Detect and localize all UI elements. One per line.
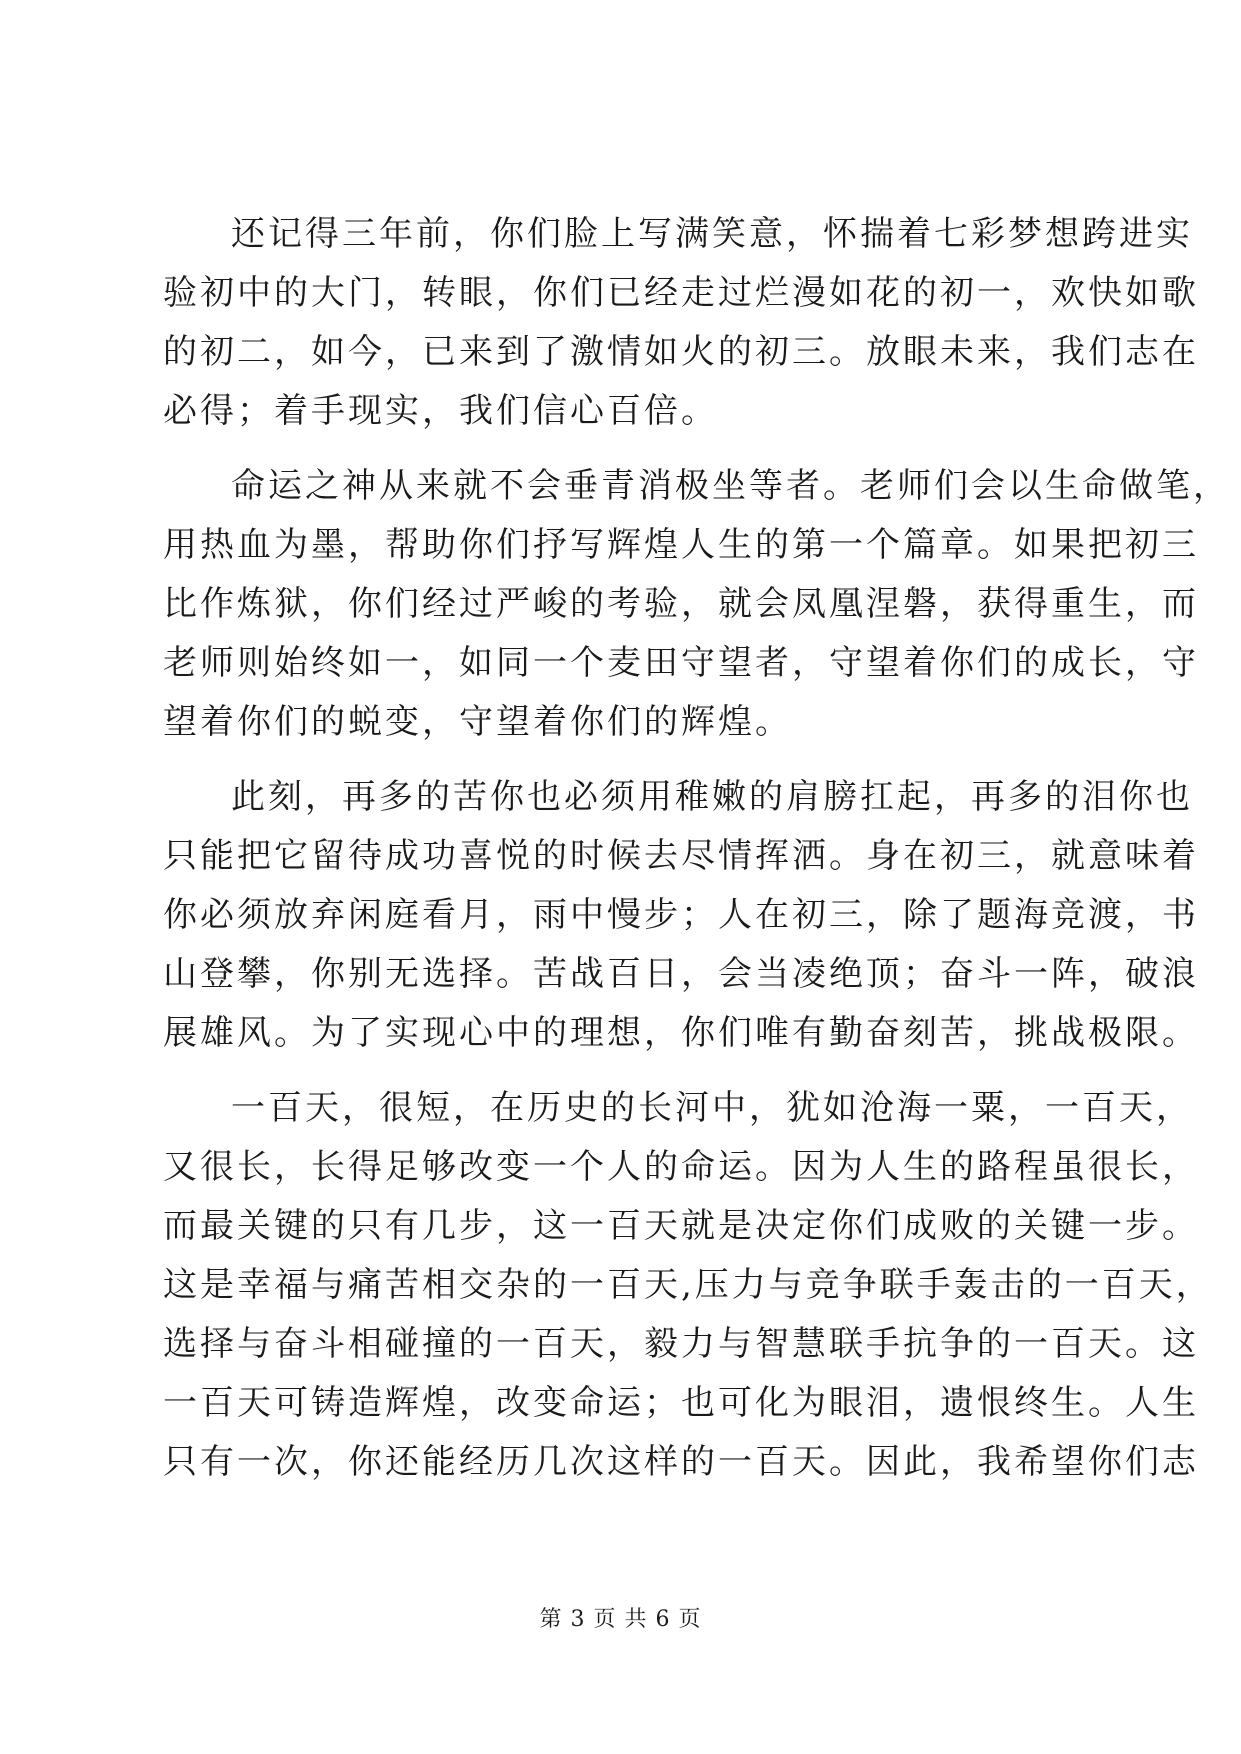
text-line: 你必须放弃闲庭看月，雨中慢步；人在初三，除了题海竞渡，书 [163,895,1199,935]
text-line: 必得；着手现实，我们信心百倍。 [163,391,718,431]
text-line: 用热血为墨，帮助你们抒写辉煌人生的第一个篇章。如果把初三 [163,525,1199,565]
text-line: 望着你们的蜕变，守望着你们的辉煌。 [163,702,792,742]
text-line: 老师则始终如一，如同一个麦田守望者，守望着你们的成长，守 [163,643,1199,683]
text-line: 一百天可铸造辉煌，改变命运；也可化为眼泪，遗恨终生。人生 [163,1383,1199,1423]
text-line: 一百天，很短，在历史的长河中，犹如沧海一粟，一百天， [231,1088,1193,1128]
text-line: 此刻，再多的苦你也必须用稚嫩的肩膀扛起，再多的泪你也 [231,777,1193,817]
text-line: 的初二，如今，已来到了激情如火的初三。放眼未来，我们志在 [163,332,1199,372]
text-line: 还记得三年前，你们脸上写满笑意，怀揣着七彩梦想跨进实 [231,214,1193,254]
page-number: 第 3 页 共 6 页 [539,1607,702,1632]
text-line: 选择与奋斗相碰撞的一百天，毅力与智慧联手抗争的一百天。这 [163,1324,1199,1364]
text-line: 山登攀，你别无选择。苦战百日，会当凌绝顶；奋斗一阵，破浪 [163,954,1199,994]
text-line: 又很长，长得足够改变一个人的命运。因为人生的路程虽很长， [163,1147,1199,1187]
text-line: 只能把它留待成功喜悦的时候去尽情挥洒。身在初三，就意味着 [163,836,1199,876]
text-line: 而最关键的只有几步，这一百天就是决定你们成败的关键一步。 [163,1206,1199,1246]
text-line: 展雄风。为了实现心中的理想，你们唯有勤奋刻苦，挑战极限。 [163,1013,1199,1053]
text-line: 只有一次，你还能经历几次这样的一百天。因此，我希望你们志 [163,1442,1199,1482]
text-line: 命运之神从来就不会垂青消极坐等者。老师们会以生命做笔， [231,466,1230,506]
text-line: 验初中的大门，转眼，你们已经走过烂漫如花的初一，欢快如歌 [163,273,1199,313]
text-line: 这是幸福与痛苦相交杂的一百天,压力与竞争联手轰击的一百天， [163,1265,1213,1305]
text-line: 比作炼狱，你们经过严峻的考验，就会凤凰涅磐，获得重生，而 [163,584,1199,624]
